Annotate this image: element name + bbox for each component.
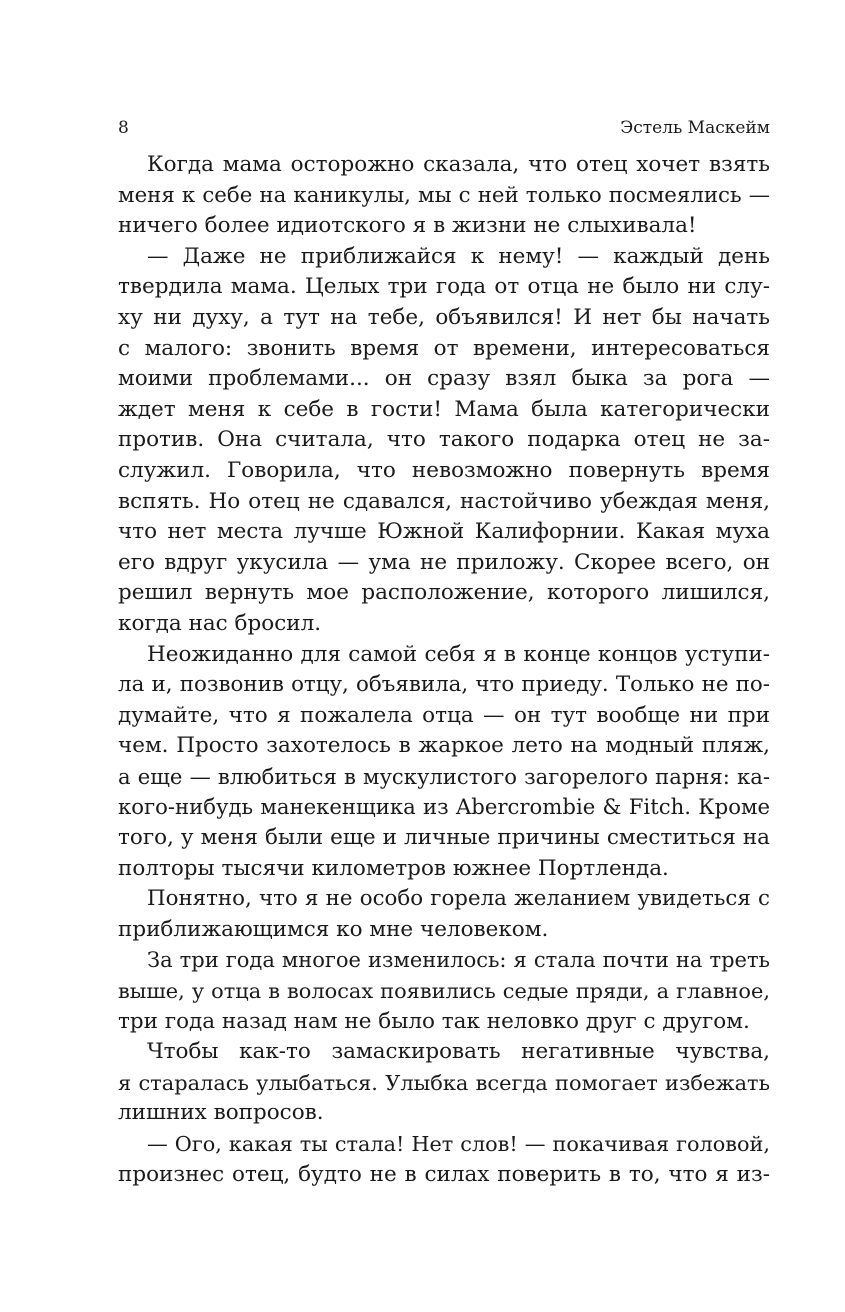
running-title: Эстель Маскейм (620, 118, 770, 138)
text-line: ху ни духу, а тут на тебе, объявился! И нет бы начать (118, 304, 770, 330)
text-line: лишних вопросов. (118, 1100, 324, 1126)
text-line: что нет места лучше Южной Калифорнии. Какая муха (118, 519, 770, 545)
text-line: полторы тысячи километров южнее Портленда. (118, 855, 669, 881)
text-line: Понятно, что я не особо горела желанием увидеться с (147, 886, 770, 912)
text-line: меня к себе на каникулы, мы с ней только посмеялись — (118, 182, 770, 208)
text-line: — Ого, какая ты стала! Нет слов! — покачивая головой, (147, 1132, 770, 1156)
text-line: служил. Говорила, что невозможно повернуть время (118, 457, 770, 483)
text-line: выше, у отца в волосах появились седые пряди, а главное, (118, 979, 770, 1004)
text-line: думайте, что я пожалела отца — он тут вообще ни при (118, 702, 770, 728)
text-line: За три года многое изменилось: я стала почти на треть (147, 947, 770, 973)
text-line: того, у меня были еще и личные причины сместиться на (118, 825, 770, 851)
text-line: вспять. Но отец не сдавался, настойчиво убеждая меня, (118, 488, 770, 514)
text-line: кого-нибудь манекенщика из Abercrombie & Fitch. Кроме (118, 794, 770, 820)
text-line: моими проблемами... он сразу взял быка за рога — (118, 366, 770, 392)
text-line: ничего более идиотского я в жизни не слыхивала! (118, 213, 697, 239)
text-line: — Даже не приближайся к нему! — каждый день (147, 243, 770, 269)
body-text (118, 150, 770, 1190)
text-line: его вдруг укусила — ума не приложу. Скорее всего, он (118, 549, 770, 575)
text-line: а еще — влюбиться в мускулистого загорелого парня: ка- (118, 763, 770, 789)
text-line: ла и, позвонив отцу, объявила, что приеду. Только не по- (118, 672, 770, 698)
text-line: с малого: звонить время от времени, интересоваться (118, 335, 770, 361)
text-line: три года назад нам не было так неловко друг с другом. (118, 1008, 750, 1034)
text-line: Когда мама осторожно сказала, что отец хочет взять (147, 152, 770, 177)
page-number: 8 (118, 118, 129, 138)
text-line: твердила мама. Целых три года от отца не было ни слу- (118, 274, 770, 300)
text-line: против. Она считала, что такого подарка отец не за- (118, 427, 770, 453)
text-line: ждет меня к себе в гости! Мама была категорически (118, 396, 770, 422)
text-line: решил вернуть мое расположение, которого лишился, (118, 580, 770, 606)
text-line: когда нас бросил. (118, 610, 322, 636)
text-line: Неожиданно для самой себя я в конце концов уступи- (147, 641, 770, 667)
text-line: я старалась улыбаться. Улыбка всегда помогает избежать (118, 1070, 770, 1095)
text-line: приближающимся ко мне человеком. (118, 916, 549, 942)
text-line: чем. Просто захотелось в жаркое лето на модный пляж, (118, 733, 770, 759)
text-line: произнес отец, будто не в силах поверить в то, что я из- (118, 1161, 770, 1187)
text-line: Чтобы как-то замаскировать негативные чувства, (147, 1039, 770, 1065)
